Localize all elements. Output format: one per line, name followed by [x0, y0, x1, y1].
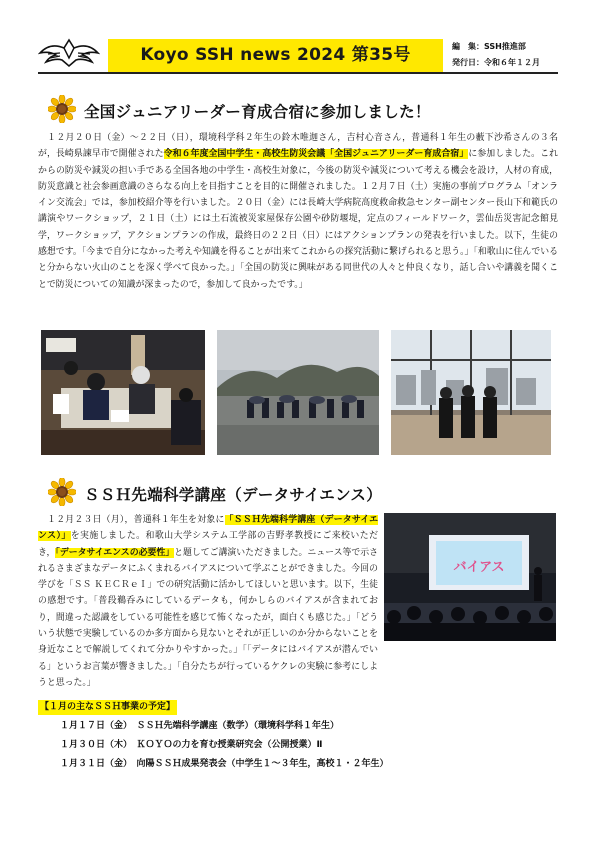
section1-text-b: に参加しました。これからの防災や減災の担い手である全国各地の中学生・高校生対象に，今後の防災や減災について考える機会を設け，人材の育成，防災意識と社会参画意識のさらなる向上を目指すことを目的に開催されました。１２月７日（土）実施の事前プログラム「オンライン交流会」では，参加校紹介等を行いました。２０日（金）には長崎大学病院高度救命救急センター副センター長山下和範氏の講演やワークショップ，２１日（土）には土石流被災家屋保存公園や砂防堰堤，定点のフィールドワーク，雲仙岳災害記念館見学，ワークショップ，アクションプランの作成，最終日の２２日（日）にはアクションプランの発表を行いました。以下，生徒の感想です。「今まで自分になかった考えや知識を得ることが出来てこれからの探究活動に繋げられると思う。」「和歌山に住んでいると分からない火山のことを深く学べて良かった。」「全国の防災に興味がある同世代の人々と仲良くなり，話し合いや講義を聞くことで防災についての知識が深まったので，参加して良かったです。」: [38, 149, 559, 290]
header-divider: [38, 72, 558, 74]
section2-highlight-1: 「ＳＳＨ先端科学講座（データサイエンス）」: [38, 515, 378, 542]
lecture-photo: [384, 513, 556, 641]
agenda-item: １月３１日（金） 向陽ＳＳＨ成果発表会（中学生１～３年生，高校１・２年生）: [60, 759, 389, 769]
school-logo: [38, 36, 100, 70]
section2-heading: ＳＳＨ先端科学講座（データサイエンス）: [84, 486, 383, 504]
section2-highlight-2: 「データサイエンスの必要性」: [55, 547, 175, 558]
section1-body: [38, 130, 558, 293]
section2-text-a: １２月２３日（月），普通科１年生を対象に: [38, 515, 225, 525]
sunflower-icon: [48, 478, 76, 506]
editor-info: 編 集：SSH推進部: [452, 42, 526, 51]
section1-heading: 全国ジュニアリーダー育成合宿に参加しました！: [84, 103, 431, 121]
section1-text-a: １２月２０日（金）～２２日（日），環境科学科２年生の鈴木唯迦さん，吉村心音さん，普通科１年生の藪下沙希さんの３名が，長崎県諫早市で開催された: [38, 133, 558, 160]
section2-body-top: [38, 512, 378, 691]
agenda-item: １月３０日（木） ＫＯＹＯの力を育む授業研究会（公開授業）Ⅱ: [60, 740, 323, 750]
agenda-item: １月１７日（金） ＳＳＨ先端科学講座（数学）（環境科学科１年生）: [60, 721, 340, 731]
section1-highlight: 令和６年度全国中学生・高校生防災会議「全国ジュニアリーダー育成合宿」: [163, 149, 469, 160]
section2-text-b: を実施しました。和歌山大学システム工学部の吉野孝教授にご来校いただき，: [38, 531, 378, 558]
section2-text-c: と題してご講演いただきました。ニュース等で示されるさまざまなデータにふくまれるバイアスについて学ぶことができました。今回の学びを「ＳＳ ＫＥＣＲｅＩ」での研究活動に活かしてほしいと思います。以下，生徒の感想です。「普段鵜呑みにしているデータも，何かしらのバイアスが含まれており，間違った認識をしている可能性を感じて怖くなったが，面白くも感じた。」「どういう状態で実験しているのか多方面から見ないとそれが正しいのか分からないことを身近なことで解説してくれて分かりやすかった。」「「データにはバイアスが潜んでいる」というお言葉が響きました。」「自分たちが行っているケクレの実験に参考にしようと思った。」: [38, 547, 378, 688]
museum-photo: [391, 330, 551, 455]
agenda-heading: 【１月の主なＳＳＨ事業の予定】: [38, 700, 177, 715]
fieldwork-photo: [217, 330, 379, 455]
issue-date: 発行日：令和６年１２月: [452, 58, 540, 67]
newsletter-title: Koyo SSH news 2024 第35号: [108, 39, 443, 72]
slide-title: バイアス: [453, 560, 505, 575]
workshop-photo: [41, 330, 205, 455]
sunflower-icon: [48, 95, 76, 123]
